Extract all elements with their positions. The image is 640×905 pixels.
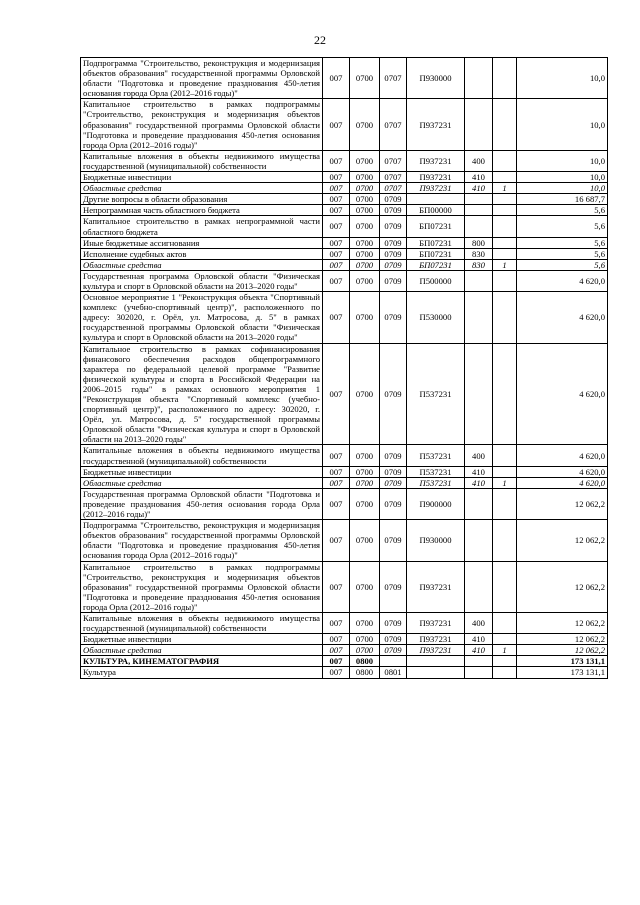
row-section-cell: 0700 [350, 205, 380, 216]
row-target-article-cell: П937231 [407, 634, 465, 645]
table-row [81, 445, 608, 466]
row-grbs-cell: 007 [323, 477, 350, 488]
row-source-cell [493, 520, 517, 561]
row-grbs-cell: 007 [323, 292, 350, 343]
row-target-article-cell: П937231 [407, 612, 465, 633]
row-source-cell [493, 612, 517, 633]
row-target-article-cell: П930000 [407, 520, 465, 561]
row-source-cell [493, 466, 517, 477]
row-amount-cell: 12 062,2 [517, 561, 608, 612]
row-subsection-cell: 0707 [380, 183, 407, 194]
row-expense-type-cell: 400 [465, 150, 493, 171]
row-target-article-cell: П937231 [407, 150, 465, 171]
row-source-cell [493, 216, 517, 237]
row-source-cell [493, 237, 517, 248]
row-expense-type-cell [465, 99, 493, 150]
row-amount-cell: 12 062,2 [517, 520, 608, 561]
row-amount-cell: 5,6 [517, 237, 608, 248]
row-target-article-cell: П537231 [407, 477, 465, 488]
row-expense-type-cell: 410 [465, 477, 493, 488]
row-subsection-cell: 0709 [380, 645, 407, 656]
table-row [81, 488, 608, 519]
row-grbs-cell: 007 [323, 612, 350, 633]
row-name-cell: Исполнение судебных актов [81, 248, 323, 259]
row-subsection-cell: 0709 [380, 634, 407, 645]
row-grbs-cell: 007 [323, 520, 350, 561]
row-subsection-cell: 0709 [380, 343, 407, 445]
row-subsection-cell: 0709 [380, 237, 407, 248]
row-expense-type-cell [465, 667, 493, 678]
row-expense-type-cell: 410 [465, 634, 493, 645]
table-row [81, 237, 608, 248]
row-source-cell [493, 172, 517, 183]
row-source-cell [493, 150, 517, 171]
row-target-article-cell: П537231 [407, 445, 465, 466]
row-name-cell: Капитальное строительство в рамках подпрограммы "Строительство, реконструкция и модернизация объектов образования" государственной программы Орловской области "Подготовка и проведение празднования 450-летия основания города Орла (2012–2016 годы)" [81, 99, 323, 150]
row-subsection-cell: 0709 [380, 248, 407, 259]
row-amount-cell: 10,0 [517, 172, 608, 183]
row-target-article-cell: БП00000 [407, 205, 465, 216]
row-expense-type-cell [465, 270, 493, 291]
row-section-cell: 0700 [350, 477, 380, 488]
row-name-cell: Областные средства [81, 477, 323, 488]
row-grbs-cell: 007 [323, 466, 350, 477]
row-section-cell: 0700 [350, 561, 380, 612]
row-amount-cell: 173 131,1 [517, 656, 608, 667]
table-row [81, 270, 608, 291]
row-expense-type-cell [465, 292, 493, 343]
table-row [81, 612, 608, 633]
table-body [81, 58, 608, 679]
row-grbs-cell: 007 [323, 645, 350, 656]
row-amount-cell: 4 620,0 [517, 477, 608, 488]
row-name-cell: Иные бюджетные ассигнования [81, 237, 323, 248]
row-source-cell [493, 205, 517, 216]
row-section-cell: 0700 [350, 612, 380, 633]
row-grbs-cell: 007 [323, 150, 350, 171]
table-row [81, 248, 608, 259]
table-row [81, 150, 608, 171]
row-source-cell: 1 [493, 183, 517, 194]
row-grbs-cell: 007 [323, 58, 350, 99]
row-amount-cell: 4 620,0 [517, 466, 608, 477]
row-name-cell: Непрограммная часть областного бюджета [81, 205, 323, 216]
row-target-article-cell: П937231 [407, 645, 465, 656]
row-subsection-cell: 0707 [380, 99, 407, 150]
row-name-cell: Областные средства [81, 183, 323, 194]
row-subsection-cell [380, 656, 407, 667]
row-grbs-cell: 007 [323, 183, 350, 194]
row-grbs-cell: 007 [323, 667, 350, 678]
row-source-cell [493, 343, 517, 445]
row-section-cell: 0700 [350, 488, 380, 519]
row-amount-cell: 12 062,2 [517, 612, 608, 633]
row-amount-cell: 5,6 [517, 259, 608, 270]
row-source-cell [493, 667, 517, 678]
row-target-article-cell: П937231 [407, 99, 465, 150]
row-section-cell: 0700 [350, 645, 380, 656]
row-target-article-cell: БП07231 [407, 248, 465, 259]
row-section-cell: 0700 [350, 248, 380, 259]
row-source-cell [493, 99, 517, 150]
row-section-cell: 0700 [350, 172, 380, 183]
row-subsection-cell: 0709 [380, 520, 407, 561]
table-row [81, 477, 608, 488]
row-name-cell: Капитальные вложения в объекты недвижимого имущества государственной (муниципальной) собственности [81, 150, 323, 171]
row-section-cell: 0700 [350, 237, 380, 248]
row-subsection-cell: 0709 [380, 292, 407, 343]
row-name-cell: Подпрограмма "Строительство, реконструкция и модернизация объектов образования" государственной программы Орловской области "Подготовка и проведение празднования 450-летия основания города Орла (2012–2016 годы)" [81, 520, 323, 561]
row-target-article-cell [407, 667, 465, 678]
row-section-cell: 0700 [350, 58, 380, 99]
row-expense-type-cell [465, 343, 493, 445]
row-subsection-cell: 0709 [380, 488, 407, 519]
row-section-cell: 0800 [350, 656, 380, 667]
row-amount-cell: 10,0 [517, 150, 608, 171]
row-amount-cell: 10,0 [517, 99, 608, 150]
row-section-cell: 0800 [350, 667, 380, 678]
row-expense-type-cell: 400 [465, 445, 493, 466]
row-expense-type-cell [465, 58, 493, 99]
row-target-article-cell [407, 656, 465, 667]
row-expense-type-cell: 400 [465, 612, 493, 633]
row-grbs-cell: 007 [323, 237, 350, 248]
row-name-cell: Другие вопросы в области образования [81, 194, 323, 205]
row-section-cell: 0700 [350, 343, 380, 445]
row-grbs-cell: 007 [323, 216, 350, 237]
row-subsection-cell: 0707 [380, 150, 407, 171]
row-section-cell: 0700 [350, 270, 380, 291]
row-name-cell: Государственная программа Орловской области "Подготовка и проведение празднования 450-летия основания города Орла (2012–2016 годы)" [81, 488, 323, 519]
table-row [81, 205, 608, 216]
row-source-cell [493, 292, 517, 343]
row-subsection-cell: 0801 [380, 667, 407, 678]
row-source-cell [493, 445, 517, 466]
row-amount-cell: 12 062,2 [517, 634, 608, 645]
row-amount-cell: 4 620,0 [517, 445, 608, 466]
row-target-article-cell: П930000 [407, 58, 465, 99]
row-section-cell: 0700 [350, 183, 380, 194]
row-name-cell: Бюджетные инвестиции [81, 172, 323, 183]
row-target-article-cell: П537231 [407, 466, 465, 477]
row-subsection-cell: 0709 [380, 612, 407, 633]
row-grbs-cell: 007 [323, 259, 350, 270]
row-name-cell: Капитальные вложения в объекты недвижимого имущества государственной (муниципальной) собственности [81, 445, 323, 466]
row-source-cell [493, 656, 517, 667]
row-name-cell: Капитальное строительство в рамках подпрограммы "Строительство, реконструкция и модернизация объектов образования" государственной программы Орловской области "Подготовка и проведение празднования 450-летия основания города Орла (2012–2016 годы)" [81, 561, 323, 612]
row-expense-type-cell: 410 [465, 183, 493, 194]
row-expense-type-cell [465, 194, 493, 205]
row-name-cell: Основное мероприятие 1 "Реконструкция объекта "Спортивный комплекс (учебно-спортивный центр)", расположенного по адресу: 302020, г. Орёл, ул. Матросова, д. 5" в рамках государственной программы Орловской области "Физическая культура и спорт в Орловской области на 2013–2020 годы" [81, 292, 323, 343]
row-name-cell: Капитальные вложения в объекты недвижимого имущества государственной (муниципальной) собственности [81, 612, 323, 633]
row-source-cell [493, 488, 517, 519]
row-name-cell: Бюджетные инвестиции [81, 466, 323, 477]
row-grbs-cell: 007 [323, 205, 350, 216]
row-amount-cell: 4 620,0 [517, 292, 608, 343]
row-amount-cell: 5,6 [517, 216, 608, 237]
row-section-cell: 0700 [350, 520, 380, 561]
row-target-article-cell: П900000 [407, 488, 465, 519]
row-target-article-cell: П530000 [407, 292, 465, 343]
row-amount-cell: 5,6 [517, 248, 608, 259]
row-amount-cell: 12 062,2 [517, 488, 608, 519]
row-subsection-cell: 0709 [380, 205, 407, 216]
row-section-cell: 0700 [350, 194, 380, 205]
row-source-cell: 1 [493, 477, 517, 488]
row-target-article-cell: П537231 [407, 343, 465, 445]
row-amount-cell: 10,0 [517, 58, 608, 99]
row-amount-cell: 4 620,0 [517, 270, 608, 291]
row-grbs-cell: 007 [323, 488, 350, 519]
table-row [81, 292, 608, 343]
budget-table [80, 57, 608, 679]
table-row [81, 634, 608, 645]
row-amount-cell: 10,0 [517, 183, 608, 194]
row-grbs-cell: 007 [323, 656, 350, 667]
table-row [81, 561, 608, 612]
row-subsection-cell: 0707 [380, 58, 407, 99]
row-target-article-cell: БП07231 [407, 259, 465, 270]
row-amount-cell: 4 620,0 [517, 343, 608, 445]
row-grbs-cell: 007 [323, 99, 350, 150]
row-target-article-cell: БП07231 [407, 237, 465, 248]
row-expense-type-cell: 830 [465, 259, 493, 270]
row-target-article-cell [407, 194, 465, 205]
row-expense-type-cell: 410 [465, 172, 493, 183]
row-section-cell: 0700 [350, 292, 380, 343]
row-expense-type-cell: 800 [465, 237, 493, 248]
row-subsection-cell: 0709 [380, 216, 407, 237]
row-grbs-cell: 007 [323, 270, 350, 291]
row-source-cell: 1 [493, 645, 517, 656]
row-amount-cell: 16 687,7 [517, 194, 608, 205]
row-subsection-cell: 0709 [380, 561, 407, 612]
row-amount-cell: 173 131,1 [517, 667, 608, 678]
row-name-cell: Областные средства [81, 259, 323, 270]
row-section-cell: 0700 [350, 150, 380, 171]
row-expense-type-cell: 410 [465, 645, 493, 656]
row-target-article-cell: П937231 [407, 561, 465, 612]
row-target-article-cell: П937231 [407, 183, 465, 194]
row-name-cell: Бюджетные инвестиции [81, 634, 323, 645]
row-target-article-cell: П500000 [407, 270, 465, 291]
row-subsection-cell: 0709 [380, 466, 407, 477]
row-amount-cell: 5,6 [517, 205, 608, 216]
row-name-cell: Областные средства [81, 645, 323, 656]
row-subsection-cell: 0709 [380, 194, 407, 205]
table-row [81, 58, 608, 99]
row-subsection-cell: 0707 [380, 172, 407, 183]
row-expense-type-cell [465, 488, 493, 519]
row-source-cell [493, 634, 517, 645]
table-row [81, 194, 608, 205]
row-grbs-cell: 007 [323, 248, 350, 259]
row-expense-type-cell: 410 [465, 466, 493, 477]
row-name-cell: Подпрограмма "Строительство, реконструкция и модернизация объектов образования" государственной программы Орловской области "Подготовка и проведение празднования 450-летия основания города Орла (2012–2016 годы)" [81, 58, 323, 99]
row-source-cell [493, 194, 517, 205]
row-section-cell: 0700 [350, 445, 380, 466]
table-row [81, 216, 608, 237]
row-target-article-cell: П937231 [407, 172, 465, 183]
row-grbs-cell: 007 [323, 561, 350, 612]
row-section-cell: 0700 [350, 634, 380, 645]
row-expense-type-cell [465, 216, 493, 237]
table-row [81, 172, 608, 183]
row-section-cell: 0700 [350, 99, 380, 150]
row-source-cell [493, 270, 517, 291]
row-expense-type-cell [465, 561, 493, 612]
table-row [81, 466, 608, 477]
row-name-cell: Культура [81, 667, 323, 678]
row-name-cell: Капитальное строительство в рамках софинансирования финансового обеспечения расходов общепрограммного характера по федеральной целевой программе "Развитие физической культуры и спорта в Российской Федерации на 2006–2015 годы" в рамках основного мероприятия 1 "Реконструкция объекта "Спортивный комплекс (учебно-спортивный центр)", расположенного по адресу: 302020, г. Орёл, ул. Матросова, д. 5" государственной программы Орловской области "Физическая культура и спорт в Орловской области на 2013–2020 годы" [81, 343, 323, 445]
row-source-cell [493, 561, 517, 612]
table-row [81, 520, 608, 561]
table-row [81, 656, 608, 667]
row-source-cell: 1 [493, 259, 517, 270]
table-row [81, 667, 608, 678]
row-grbs-cell: 007 [323, 172, 350, 183]
row-target-article-cell: БП07231 [407, 216, 465, 237]
row-grbs-cell: 007 [323, 445, 350, 466]
row-subsection-cell: 0709 [380, 445, 407, 466]
row-subsection-cell: 0709 [380, 270, 407, 291]
table-row [81, 183, 608, 194]
row-expense-type-cell [465, 205, 493, 216]
row-subsection-cell: 0709 [380, 477, 407, 488]
table-row [81, 259, 608, 270]
row-expense-type-cell: 830 [465, 248, 493, 259]
row-name-cell: КУЛЬТУРА, КИНЕМАТОГРАФИЯ [81, 656, 323, 667]
row-section-cell: 0700 [350, 259, 380, 270]
row-grbs-cell: 007 [323, 634, 350, 645]
row-expense-type-cell [465, 656, 493, 667]
page-number: 22 [314, 33, 326, 47]
row-name-cell: Капитальное строительство в рамках непрограммной части областного бюджета [81, 216, 323, 237]
row-amount-cell: 12 062,2 [517, 645, 608, 656]
table-row [81, 99, 608, 150]
row-section-cell: 0700 [350, 216, 380, 237]
row-source-cell [493, 248, 517, 259]
row-name-cell: Государственная программа Орловской области "Физическая культура и спорт в Орловской области на 2013–2020 годы" [81, 270, 323, 291]
row-expense-type-cell [465, 520, 493, 561]
table-row [81, 343, 608, 445]
row-grbs-cell: 007 [323, 343, 350, 445]
row-source-cell [493, 58, 517, 99]
row-section-cell: 0700 [350, 466, 380, 477]
table-row [81, 645, 608, 656]
row-subsection-cell: 0709 [380, 259, 407, 270]
row-grbs-cell: 007 [323, 194, 350, 205]
